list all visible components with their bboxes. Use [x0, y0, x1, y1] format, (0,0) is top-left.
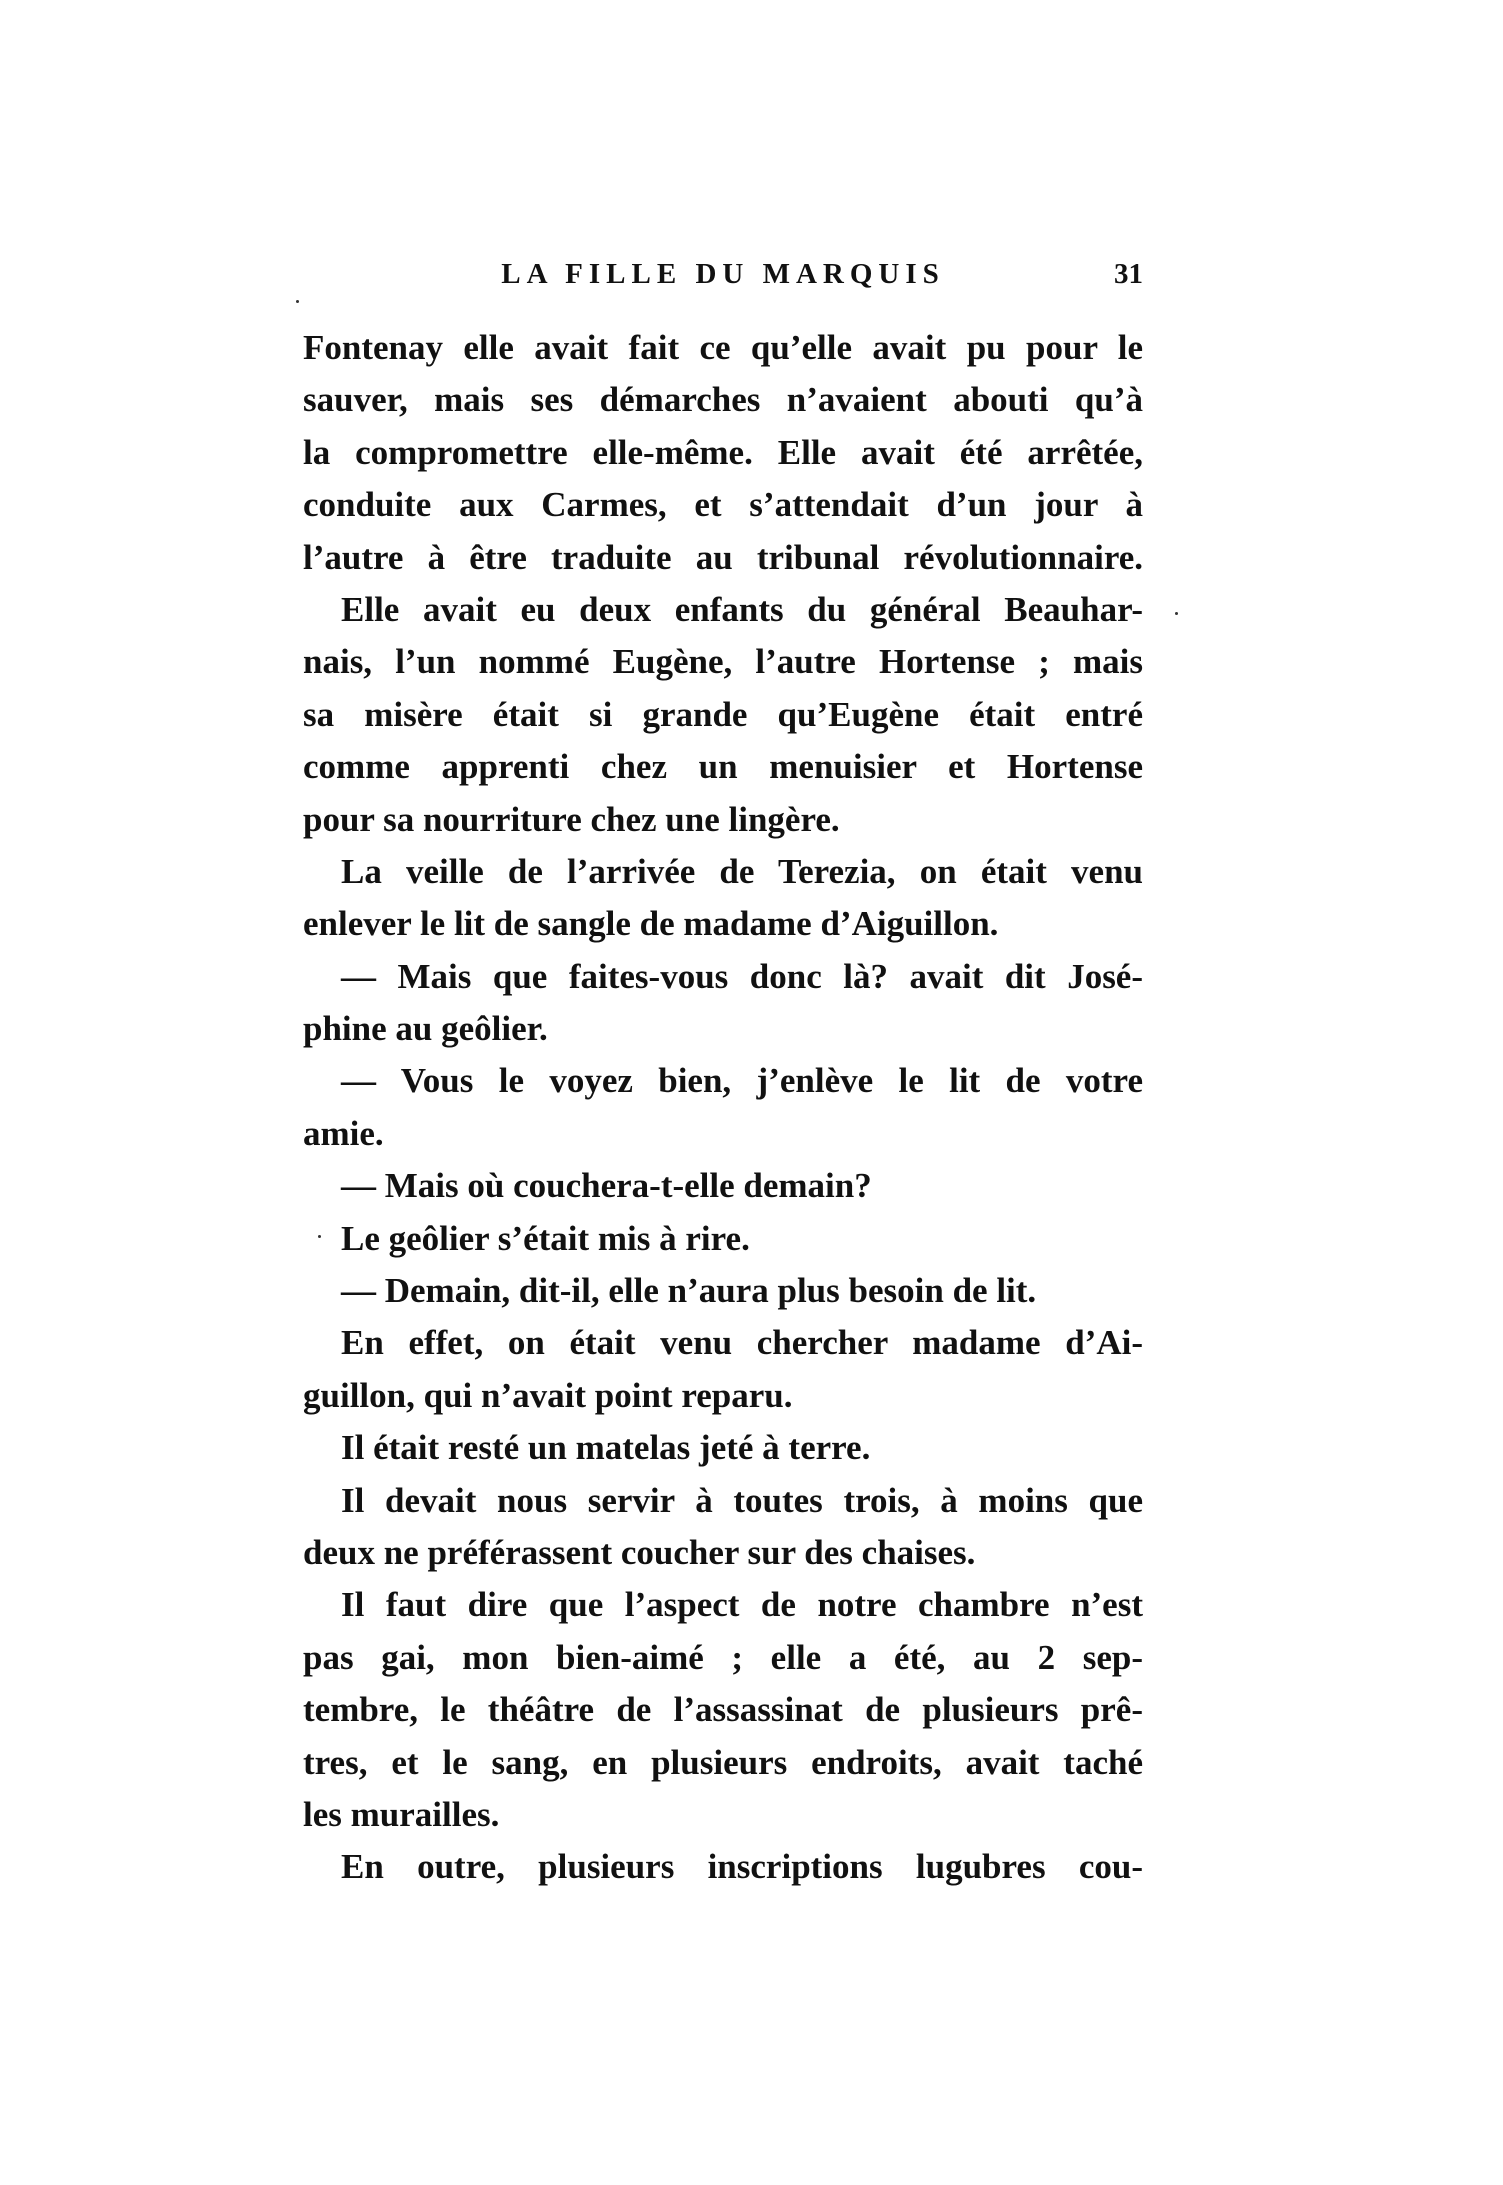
text-line: les murailles.	[303, 1794, 500, 1834]
text-line: — Mais que faites-vous donc là? avait dit José-	[341, 956, 1143, 996]
text-line: la compromettre elle-même. Elle avait été arrêtée,	[303, 432, 1143, 472]
text-line: sa misère était si grande qu’Eugène était entré	[303, 694, 1143, 734]
body-text	[303, 322, 1143, 1894]
text-line: — Vous le voyez bien, j’enlève le lit de votre	[341, 1061, 1143, 1101]
text-line: — Mais où couchera-t-elle demain?	[341, 1166, 872, 1206]
text-line: pour sa nourriture chez une lingère.	[303, 799, 840, 839]
text-line: Elle avait eu deux enfants du général Beauhar-	[341, 589, 1143, 629]
text-line: tembre, le théâtre de l’assassinat de plusieurs prê-	[303, 1690, 1143, 1730]
text-line: sauver, mais ses démarches n’avaient abouti qu’à	[303, 380, 1143, 420]
text-line: En outre, plusieurs inscriptions lugubres cou-	[341, 1847, 1143, 1887]
text-line: conduite aux Carmes, et s’attendait d’un jour à	[303, 485, 1143, 525]
text-line: Il était resté un matelas jeté à terre.	[341, 1428, 871, 1468]
text-line: pas gai, mon bien-aimé ; elle a été, au 2 sep-	[303, 1637, 1143, 1677]
running-header	[303, 258, 1143, 302]
text-line: nais, l’un nommé Eugène, l’autre Hortense ; mais	[303, 642, 1143, 682]
print-speck	[1175, 612, 1178, 615]
print-speck	[318, 1235, 321, 1238]
text-line: Il faut dire que l’aspect de notre chambre n’est	[341, 1585, 1143, 1625]
text-line: — Demain, dit-il, elle n’aura plus besoin de lit.	[341, 1271, 1037, 1311]
text-line: l’autre à être traduite au tribunal révolutionnaire.	[303, 537, 1143, 577]
text-line: phine au geôlier.	[303, 1009, 548, 1049]
text-line: comme apprenti chez un menuisier et Hortense	[303, 747, 1143, 787]
text-line: enlever le lit de sangle de madame d’Aiguillon.	[303, 904, 999, 944]
running-title: LA FILLE DU MARQUIS	[501, 258, 945, 290]
text-line: guillon, qui n’avait point reparu.	[303, 1375, 793, 1415]
page-number: 31	[1114, 258, 1143, 290]
print-speck	[296, 300, 299, 303]
text-line: Il devait nous servir à toutes trois, à moins que	[341, 1480, 1143, 1520]
text-line: Fontenay elle avait fait ce qu’elle avait pu pour le	[303, 328, 1143, 367]
text-line: En effet, on était venu chercher madame d’Ai-	[341, 1323, 1143, 1363]
text-line: amie.	[303, 1113, 384, 1153]
text-line: La veille de l’arrivée de Terezia, on était venu	[341, 851, 1143, 891]
text-line: tres, et le sang, en plusieurs endroits, avait taché	[303, 1742, 1143, 1782]
text-line: Le geôlier s’était mis à rire.	[341, 1218, 750, 1258]
text-line: deux ne préférassent coucher sur des chaises.	[303, 1532, 976, 1572]
